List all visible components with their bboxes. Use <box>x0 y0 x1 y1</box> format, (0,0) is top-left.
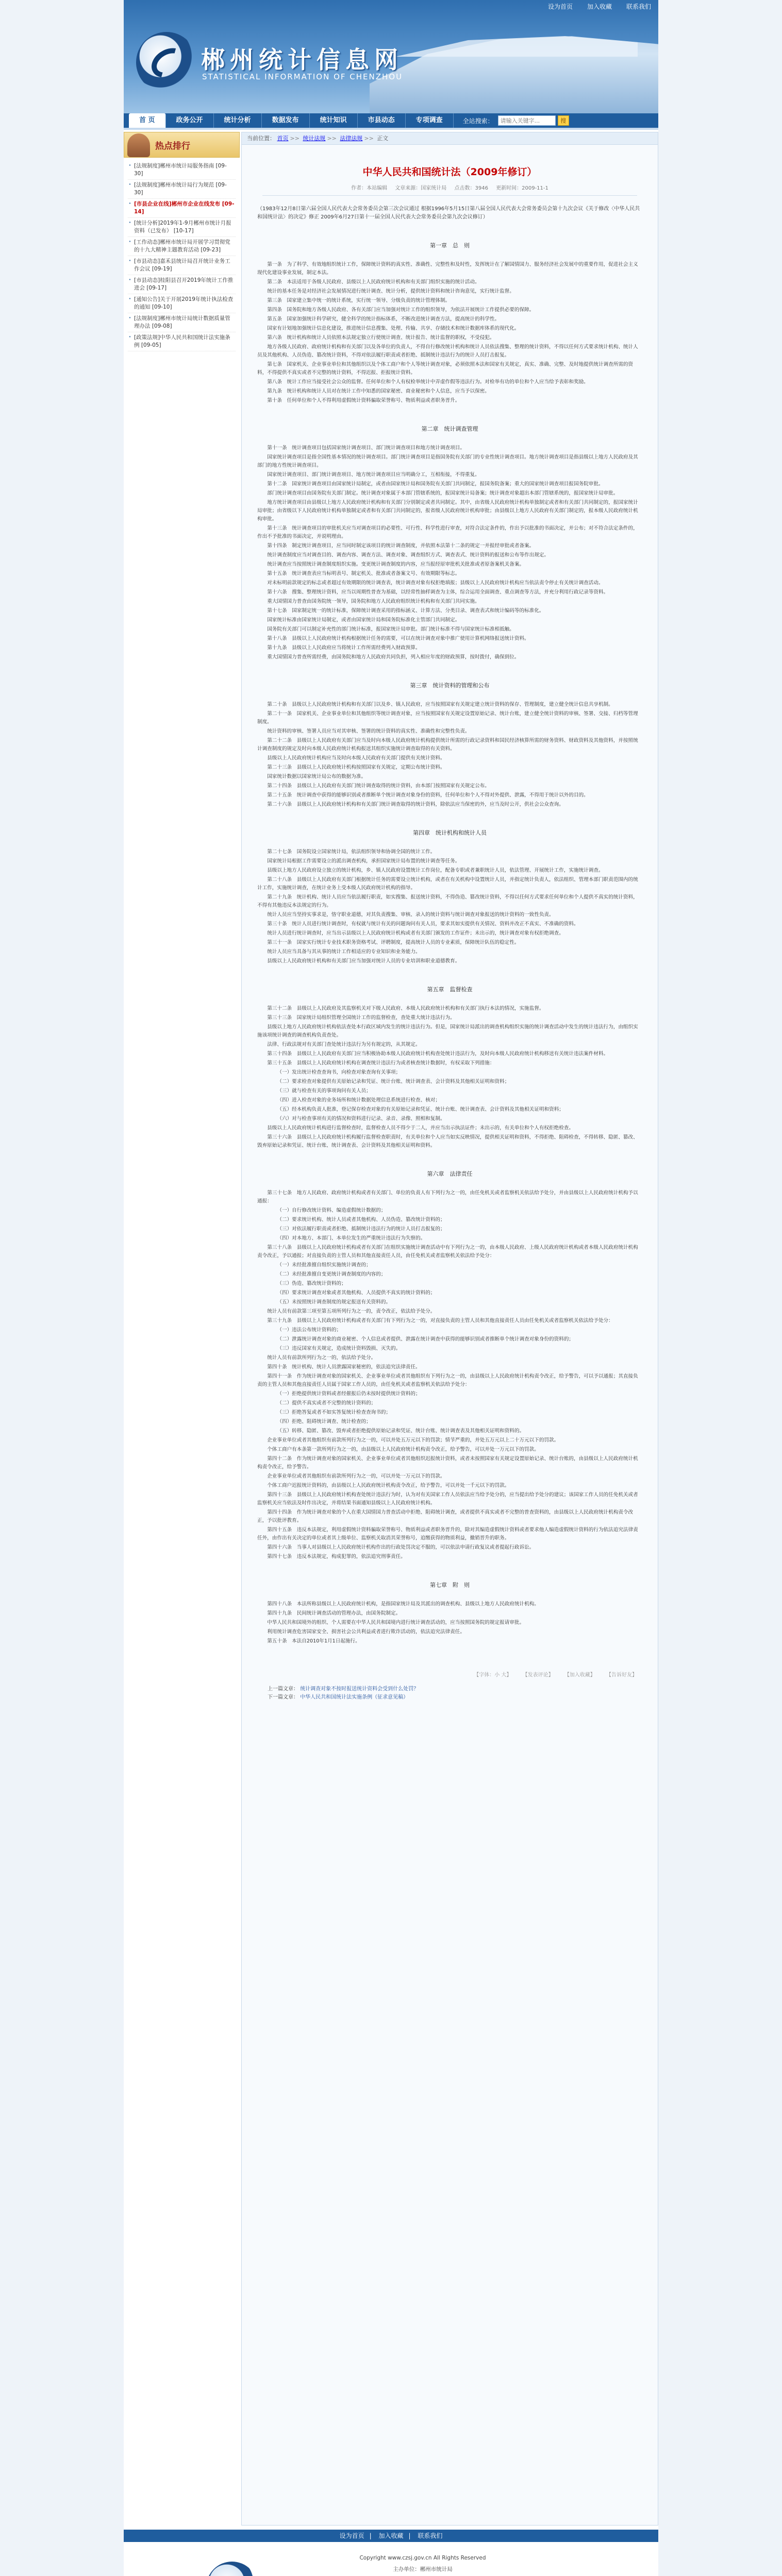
article-paragraph: 统计调查制度应当对调查目的、调查内容、调查方法、调查对象、调查组织方式、调查表式、统计资料的报送和公布等作出规定。 <box>267 552 550 558</box>
article-intro: （1983年12月8日第六届全国人民代表大会常务委员会第三次会议通过 根据1996年5月15日第八届全国人民代表大会常务委员会第十九次会议《关于修改〈中华人民共和国统计法〉的决定》修正 2009年6月27日第十一届全国人民代表大会常务委员会第九次会议修订） <box>257 206 640 220</box>
footer-links: 设为首页 | 加入收藏 | 联系我们 <box>124 2530 658 2542</box>
avatar <box>127 133 150 157</box>
article-paragraph: （一）拒绝提供统计资料或者经催报后仍未按时提供统计资料的； <box>277 1391 421 1397</box>
article-paragraph: 国家统计标准由国家统计局制定，或者由国家统计局和国务院标准化主管部门共同制定。 <box>267 617 460 623</box>
article-paragraph: 统计人员有前款第三项至第五项所列行为之一的，责令改正，依法给予处分。 <box>267 1309 436 1314</box>
site-header <box>124 0 658 113</box>
meta-views: 点击数：3946 <box>454 185 488 191</box>
next-article <box>268 1693 632 1702</box>
chapter-title: 第五章 监督检查 <box>427 986 473 993</box>
article-paragraph: 县级以上人民政府统计机构进行监督检查时，监督检查人员不得少于二人，并应当出示执法证件；未出示的，有关单位和个人有权拒绝检查。 <box>267 1125 574 1131</box>
article-paragraph: 对未标明前款规定的标志或者超过有效期限的统计调查表，统计调查对象有权拒绝填报；县级以上人民政府统计机构应当依法责令停止有关统计调查活动。 <box>267 580 604 586</box>
article-paragraph: 第九条 统计机构和统计人员对在统计工作中知悉的国家秘密、商业秘密和个人信息，应当予以保密。 <box>267 388 490 394</box>
article-paragraph: 第二十四条 县级以上人民政府有关部门统计调查取得的统计资料，由本部门按照国家有关规定公布。 <box>267 783 490 789</box>
font-size-toggle[interactable]: 【字体：小 大】 <box>474 1672 512 1678</box>
article-paragraph: 第二十八条 县级以上人民政府有关部门根据统计任务的需要设立统计机构，或者在有关机构中设置统计人员，并指定统计负责人，依法组织、管理本部门职责范围内的统计工作，实施统计调查，在统计业务上受本级人民政府统计机构的指导。 <box>257 877 638 891</box>
breadcrumb-home[interactable]: 首页 <box>277 135 289 142</box>
article-paragraph: 县级以上人民政府统计机构和有关部门应当加强对统计人员的专业培训和职业道德教育。 <box>267 958 460 964</box>
nav-county-news[interactable]: 市县动态 <box>358 113 406 128</box>
article-paragraph: 国家统计调查项目是指全国性基本情况的统计调查项目。部门统计调查项目是指国务院有关部门的专业性统计调查项目。地方统计调查项目是指县级以上地方人民政府及其部门的地方性统计调查项目。 <box>257 454 638 468</box>
main-nav <box>124 113 658 130</box>
article-paragraph: 国家统计调查项目、部门统计调查项目、地方统计调查项目应当明确分工，互相衔接，不得重复。 <box>267 472 480 478</box>
article-paragraph: 第四十二条 作为统计调查对象的国家机关、企业事业单位或者其他组织迟报统计资料，或者未按照国家有关规定设置原始记录、统计台账的，由县级以上人民政府统计机构责令改正，给予警告。 <box>257 1456 638 1470</box>
article-paragraph: 利用统计调查危害国家安全、损害社会公共利益或者进行欺诈活动的，依法追究法律责任。 <box>267 1629 465 1635</box>
prev-article <box>268 1685 632 1693</box>
copyright: Copyright www.czsj.gov.cn All Rights Reserved <box>359 2555 486 2561</box>
article-paragraph: 第四十六条 当事人对县级以上人民政府统计机构作出的行政处罚决定不服的，可以依法申请行政复议或者提起行政诉讼。 <box>267 1545 535 1550</box>
article-paragraph: 县级以上人民政府统计机构应当及时向本级人民政府有关部门提供有关统计资料。 <box>267 755 445 761</box>
article-paragraph: 第二条 本法适用于各级人民政府、县级以上人民政府统计机构和有关部门组织实施的统计活动。 <box>267 279 480 285</box>
article-paragraph: 第二十二条 县级以上人民政府有关部门应当及时向本级人民政府统计机构提供统计所需的行政记录资料和国民经济核算所需的财务资料、财政资料及其他资料，并按照统计调查制度的规定及时向本级人民政府统计机构报送其组织实施统计调查取得的有关资料。 <box>257 738 638 752</box>
breadcrumb-regulations[interactable]: 法律法规 <box>340 135 363 142</box>
article-paragraph: 企业事业单位或者其他组织有前款所列行为之一的，可以并处一万元以下的罚款。 <box>267 1473 445 1479</box>
building-roof <box>395 36 638 57</box>
site-subtitle: STATISTICAL INFORMATION OF CHENZHOU <box>202 72 403 81</box>
nav-knowledge[interactable]: 统计知识 <box>310 113 358 128</box>
sidebar-title: 热点排行 <box>155 141 190 151</box>
article-paragraph: 第四条 国务院和地方各级人民政府、各有关部门应当加强对统计工作的组织领导，为依法开展统计工作提供必要的保障。 <box>267 307 535 313</box>
article-paragraph: （四）要求统计调查对象或者其他机构、人员提供不真实的统计资料的； <box>277 1290 436 1296</box>
article-paragraph: 第十三条 统计调查项目的审批机关应当对调查项目的必要性、可行性、科学性进行审查，对符合法定条件的，作出予以批准的书面决定，并公布；对不符合法定条件的，作出不予批准的书面决定，并说明理由。 <box>257 526 638 539</box>
article-paragraph: （五）经本机构负责人批准，登记保存检查对象的有关原始记录和凭证、统计台账、统计调查表、会计资料及其他相关证明和资料； <box>277 1107 564 1112</box>
article-paragraph: 第四十九条 民间统计调查活动的管理办法，由国务院制定。 <box>267 1611 401 1616</box>
chapter-title: 第六章 法律责任 <box>427 1171 473 1177</box>
article-paragraph: 第十条 任何单位和个人不得利用虚假统计资料骗取荣誉称号、物质利益或者职务晋升。 <box>267 398 460 403</box>
article-paragraph: 第二十七条 国务院设立国家统计局，依法组织领导和协调全国的统计工作。 <box>267 849 436 855</box>
search-label: 全站搜索： <box>462 117 494 125</box>
article-paragraph: 个体工商户迟报统计资料的，由县级以上人民政府统计机构责令改正，给予警告，可以并处一千元以下的罚款。 <box>267 1483 510 1488</box>
article-paragraph: 第三十六条 县级以上人民政府统计机构履行监督检查职责时，有关单位和个人应当如实反映情况，提供相关证明和资料，不得拒绝、阻碍检查，不得转移、隐匿、篡改、毁弃原始记录和凭证、统计台账、统计调查表、会计资料及其他相关证明和资料。 <box>257 1134 638 1148</box>
search-button[interactable]: 搜 <box>558 115 569 126</box>
hot-list-item[interactable]: · [市县动态]桂阳县召开2019年统计工作推进会 [09-17] <box>128 275 236 294</box>
hot-list-item[interactable]: · [法规制度]郴州市统计局行为规范 [09-30] <box>128 180 236 199</box>
site-title: 郴州统计信息网 <box>201 46 403 74</box>
article-paragraph: 统计人员应当具备与其从事的统计工作相适应的专业知识和业务能力。 <box>267 949 421 955</box>
chapter-title: 第七章 附 则 <box>430 1582 470 1588</box>
article-paragraph: （三）伪造、篡改统计资料的； <box>277 1281 346 1286</box>
article-paragraph: （一）违法公布统计资料的； <box>277 1327 342 1333</box>
next-label: 下一篇文章： <box>268 1694 298 1700</box>
article-paragraph: 第三十五条 县级以上人民政府统计机构在调查统计违法行为或者核查统计数据时，有权采取下列措施： <box>267 1060 495 1066</box>
article-paragraph: 重大国情国力普查由国务院统一领导，国务院和地方人民政府组织统计机构和有关部门共同实施。 <box>267 599 480 604</box>
article-paragraph: 第十八条 县级以上人民政府统计机构根据统计任务的需要，可以在统计调查对象中推广使用计算机网络报送统计资料。 <box>267 636 529 641</box>
contact-link[interactable]: 联系我们 <box>626 3 651 10</box>
host-org: 主办单位：郴州市统计局 <box>393 2566 453 2572</box>
hot-list-item[interactable]: · [法规制度]郴州市统计局服务指南 [09-30] <box>128 161 236 180</box>
article-paragraph: 第一条 为了科学、有效地组织统计工作，保障统计资料的真实性、准确性、完整性和及时性，发挥统计在了解国情国力、服务经济社会发展中的重要作用，促进社会主义现代化建设事业发展，制定本法。 <box>257 262 638 276</box>
article-paragraph: （二）要求检查对象提供有关原始记录和凭证、统计台账、统计调查表、会计资料及其他相关证明和资料； <box>277 1079 510 1084</box>
article-paragraph: 第七条 国家机关、企业事业单位和其他组织以及个体工商户和个人等统计调查对象，必须依照本法和国家有关规定，真实、准确、完整、及时地提供统计调查所需的资料，不得提供不真实或者不完整的统计资料，不得迟报、拒报统计资料。 <box>257 362 634 376</box>
article-paragraph: 第三十三条 国家统计局组织管理全国统计工作的监督检查，查处重大统计违法行为。 <box>267 1015 455 1021</box>
article-paragraph: 第四十三条 县级以上人民政府统计机构查处统计违法行为时，认为对有关国家工作人员依法应当给予处分的，应当提出给予处分的建议；该国家工作人员的任免机关或者监察机关应当依法及时作出决定，并将结果书面通知县级以上人民政府统计机构。 <box>257 1492 638 1506</box>
article-paragraph: 第五条 国家加强统计科学研究，健全科学的统计指标体系，不断改进统计调查方法，提高统计的科学性。 <box>267 316 500 322</box>
site-footer <box>124 2530 658 2576</box>
article-paragraph: 统计人员应当坚持实事求是，恪守职业道德，对其负责搜集、审核、录入的统计资料与统计调查对象报送的统计资料的一致性负责。 <box>267 912 554 918</box>
article-paragraph: （四）进入检查对象的业务场所和统计数据处理信息系统进行检查、核对； <box>277 1097 440 1103</box>
chapter-title: 第三章 统计资料的管理和公布 <box>410 682 490 689</box>
footer-home-link[interactable]: 设为首页 <box>339 2532 364 2539</box>
next-article-link[interactable]: 中华人民共和国统计法实施条例（征求意见稿） <box>300 1694 409 1700</box>
comment-link[interactable]: 【发表评论】 <box>522 1672 554 1678</box>
article-paragraph: 重大国情国力普查所需经费，由国务院和地方人民政府共同负担，列入相应年度的财政预算，按时拨付，确保到位。 <box>267 654 520 660</box>
chapter-title: 第一章 总 则 <box>430 242 470 249</box>
article-paragraph: 国家统计局根据工作需要设立的派出调查机构，承担国家统计局布置的统计调查等任务。 <box>267 858 460 864</box>
article-paragraph: 第四十四条 作为统计调查对象的个人在重大国情国力普查活动中拒绝、阻碍统计调查，或者提供不真实或者不完整的普查资料的，由县级以上人民政府统计机构责令改正，予以批评教育。 <box>257 1510 634 1523</box>
article-paragraph: 第二十三条 县级以上人民政府统计机构按照国家有关规定，定期公布统计资料。 <box>267 765 445 770</box>
nav-home[interactable]: 首 页 <box>129 113 166 128</box>
article-paragraph: 个体工商户有本条第一款所列行为之一的，由县级以上人民政府统计机构责令改正，给予警告，可以并处一万元以下的罚款。 <box>267 1447 539 1452</box>
hot-list-item[interactable]: · [工作动态]郴州市统计局开展学习贯彻党的十九大精神主题教育活动 [09-23] <box>128 237 236 256</box>
main-content <box>241 132 658 2526</box>
nav-analysis[interactable]: 统计分析 <box>214 113 262 128</box>
article-paragraph: 地方统计调查项目由县级以上地方人民政府统计机构和有关部门分别制定或者共同制定。其中，由省级人民政府统计机构单独制定或者和有关部门共同制定的，报国家统计局审批；由省级以下人民政府统计机构单独制定或者和有关部门共同制定的，报省级人民政府统计机构审批；由县级以上地方人民政府有关部门制定的，报本级人民政府统计机构审批。 <box>257 500 638 522</box>
article-paragraph: 第三十八条 县级以上人民政府统计机构或者有关部门在组织实施统计调查活动中有下列行为之一的，由本级人民政府、上级人民政府统计机构或者本级人民政府统计机构责令改正，予以通报；对直接负责的主管人员和其他直接责任人员，由任免机关或者监察机关依法给予处分： <box>257 1245 638 1259</box>
building-banner <box>370 14 658 113</box>
article-paragraph: （四）对本地方、本部门、本单位发生的严重统计违法行为失察的。 <box>277 1235 426 1241</box>
article-paragraph: （二）提供不真实或者不完整的统计资料的； <box>277 1400 376 1406</box>
article-paragraph: 第四十条 统计机构、统计人员泄露国家秘密的，依法追究法律责任。 <box>267 1364 421 1370</box>
meta-author: 作者：本站编辑 <box>351 185 388 191</box>
article-paragraph: （五）未按照统计调查制度的规定报送有关资料的。 <box>277 1299 391 1305</box>
meta-updated: 更新时间：2009-11-1 <box>496 185 548 191</box>
chapters <box>257 241 642 1646</box>
sidebar-header <box>124 132 240 158</box>
article-paragraph: （三）拒绝答复或者不如实答复统计检查查询书的； <box>277 1410 391 1415</box>
hot-list-item[interactable]: · [市县企业在线]郴州市企业在线发布 [09-14] <box>128 199 236 218</box>
breadcrumb-laws[interactable]: 统计法规 <box>303 135 326 142</box>
article-body <box>242 196 658 1702</box>
article-paragraph: （四）拒绝、阻碍统计调查、统计检查的； <box>277 1419 371 1425</box>
article-paragraph: （二）要求统计机构、统计人员或者其他机构、人员伪造、篡改统计资料的； <box>277 1217 445 1223</box>
sidebar <box>124 132 240 354</box>
article-meta <box>242 183 658 191</box>
article-paragraph: 统计的基本任务是对经济社会发展情况进行统计调查、统计分析，提供统计资料和统计咨询意见，实行统计监督。 <box>267 289 514 294</box>
article-paragraph: 第十四条 制定统计调查项目，应当同时制定该项目的统计调查制度，并依照本法第十二条的规定一并报经审批或者备案。 <box>267 543 535 549</box>
nav-special-survey[interactable]: 专项调查 <box>406 113 454 128</box>
prev-next-nav <box>268 1685 632 1702</box>
article-paragraph: 第三十条 统计人员进行统计调查时，有权就与统计有关的问题询问有关人员，要求其如实提供有关情况、资料并改正不真实、不准确的资料。 <box>267 921 579 927</box>
chapter-title: 第二章 统计调查管理 <box>421 426 478 432</box>
nav-gov-affairs[interactable]: 政务公开 <box>166 113 214 128</box>
article-paragraph: 统计人员进行统计调查时，应当出示县级以上人民政府统计机构或者有关部门颁发的工作证件；未出示的，统计调查对象有权拒绝调查。 <box>267 930 564 936</box>
article-paragraph: 第五十条 本法自2010年1月1日起施行。 <box>267 1638 360 1644</box>
breadcrumb-prefix: 当前位置： <box>247 135 275 142</box>
hot-list-item[interactable]: · [统计分析]2019年1-9月郴州市统计月报资料（已发布） [10-17] <box>128 218 236 237</box>
chapter-title: 第四章 统计机构和统计人员 <box>413 829 487 836</box>
article-paragraph: 法律、行政法规对有关部门查处统计违法行为另有规定的，从其规定。 <box>267 1042 421 1047</box>
article-paragraph: （三）对依法履行职责或者拒绝、抵制统计违法行为的统计人员打击报复的； <box>277 1226 445 1232</box>
footer-logo <box>206 2562 258 2576</box>
article-paragraph: 第十二条 国家统计调查项目由国家统计局制定，或者由国家统计局和国务院有关部门共同制定，报国务院备案；重大的国家统计调查项目报国务院审批。 <box>267 481 604 487</box>
article-paragraph: （二）泄露统计调查对象的商业秘密、个人信息或者提供、泄露在统计调查中获得的能够识别或者推断单个统计调查对象身份的资料的； <box>277 1336 574 1342</box>
prev-article-link[interactable]: 统计调查对象不按时报送统计资料会受到什么处罚？ <box>300 1686 419 1692</box>
article-paragraph: 第四十八条 本法所称县级以上人民政府统计机构，是指国家统计局及其派出的调查机构、县级以上地方人民政府统计机构。 <box>267 1601 539 1607</box>
article-paragraph: 第四十五条 违反本法规定，利用虚假统计资料骗取荣誉称号、物质利益或者职务晋升的，除对其编造虚假统计资料或者要求他人编造虚假统计资料的行为依法追究法律责任外，由作出有关决定的单位或者其上级单位、监察机关取消其荣誉称号，追缴获得的物质利益，撤销晋升的职务。 <box>257 1527 638 1541</box>
article-paragraph: 第十九条 县级以上人民政府应当将统计工作所需经费列入财政预算。 <box>267 645 421 651</box>
hot-list <box>124 158 240 354</box>
article-paragraph: （一）发出统计检查查询书，向检查对象查询有关事项； <box>277 1070 401 1075</box>
article-paragraph: 第四十一条 作为统计调查对象的国家机关、企业事业单位或者其他组织有下列行为之一的，由县级以上人民政府统计机构责令改正，给予警告，可以予以通报；其直接负责的主管人员和其他直接责任人员属于国家工作人员的，由任免机关或者监察机关依法给予处分： <box>257 1374 638 1387</box>
article-paragraph: 部门统计调查项目由国务院有关部门制定。统计调查对象属于本部门管辖系统的，报国家统计局备案；统计调查对象超出本部门管辖系统的，报国家统计局审批。 <box>267 490 619 496</box>
breadcrumb-current: 正文 <box>377 135 389 142</box>
article-paragraph: 第二十六条 县级以上人民政府统计机构和有关部门统计调查取得的统计资料，除依法应当保密的外，应当及时公开，供社会公众查询。 <box>267 802 564 807</box>
article-paragraph: 第三十四条 县级以上人民政府有关部门应当积极协助本级人民政府统计机构查处统计违法行为，及时向本级人民政府统计机构移送有关统计违法案件材料。 <box>267 1051 609 1057</box>
article-paragraph: 县级以上地方人民政府设立独立的统计机构，乡、镇人民政府设置统计工作岗位，配备专职或者兼职统计人员，依法管理、开展统计工作，实施统计调查。 <box>267 868 604 873</box>
article-paragraph: （一）自行修改统计资料、编造虚假统计数据的； <box>277 1208 386 1213</box>
article-paragraph: （五）转移、隐匿、篡改、毁弃或者拒绝提供原始记录和凭证、统计台账、统计调查表及其他相关证明和资料的。 <box>277 1428 525 1434</box>
article-paragraph: （三）就与检查有关的事项询问有关人员； <box>277 1088 371 1094</box>
article-paragraph: 第三十九条 县级以上人民政府统计机构或者有关部门有下列行为之一的，对直接负责的主管人员和其他直接责任人员由任免机关或者监察机关依法给予处分： <box>267 1318 613 1324</box>
page <box>124 0 658 2576</box>
article-actions <box>257 1670 637 1678</box>
footer-favorite-link[interactable]: 加入收藏 <box>378 2532 404 2539</box>
article-paragraph: 第四十七条 违反本法规定，构成犯罪的，依法追究刑事责任。 <box>267 1554 406 1560</box>
article-paragraph: 第三条 国家建立集中统一的统计系统，实行统一领导、分级负责的统计管理体制。 <box>267 298 451 303</box>
article-paragraph: （一）未经批准擅自组织实施统计调查的； <box>277 1262 371 1268</box>
hot-list-item[interactable]: · [通知公告]关于开展2019年统计执法检查的通知 [09-10] <box>128 294 236 313</box>
article-paragraph: 国家统计数据以国家统计局公布的数据为准。 <box>267 774 367 779</box>
article-paragraph: 县级以上地方人民政府统计机构依法查处本行政区域内发生的统计违法行为。但是，国家统计局派出的调查机构组织实施的统计调查活动中发生的统计违法行为，由组织实施该项统计调查的调查机构负责查处。 <box>257 1024 638 1038</box>
favorite-link[interactable]: 【加入收藏】 <box>564 1672 595 1678</box>
nav-data-release[interactable]: 数据发布 <box>262 113 310 128</box>
article-paragraph: 统计调查应当按照统计调查制度组织实施。变更统计调查制度的内容，应当报经原审批机关批准或者原备案机关备案。 <box>267 562 525 567</box>
article-paragraph: （二）未经批准擅自变更统计调查制度的内容的； <box>277 1272 386 1277</box>
article-paragraph: 第二十五条 统计调查中获得的能够识别或者推断单个统计调查对象身份的资料，任何单位和个人不得对外提供、泄露，不得用于统计以外的目的。 <box>267 792 589 798</box>
set-homepage-link[interactable]: 设为首页 <box>547 3 573 10</box>
article-paragraph: 第十一条 统计调查项目包括国家统计调查项目、部门统计调查项目和地方统计调查项目。 <box>267 445 465 451</box>
article-paragraph: 第三十一条 国家实行统计专业技术职务资格考试、评聘制度，提高统计人员的专业素质，保障统计队伍的稳定性。 <box>267 940 520 945</box>
add-favorite-link[interactable]: 加入收藏 <box>587 3 612 10</box>
article-paragraph: 国务院有关部门可以制定补充性的部门统计标准，报国家统计局审批。部门统计标准不得与国家统计标准相抵触。 <box>267 626 514 632</box>
article-paragraph: 统计人员有前款所列行为之一的，依法给予处分。 <box>267 1355 376 1361</box>
hot-list-item[interactable]: · [政策法规]中华人民共和国统计法实施条例 [09-05] <box>128 332 236 351</box>
article-paragraph: 第三十二条 县级以上人民政府及其监察机关对下级人民政府、本级人民政府统计机构和有关部门执行本法的情况，实施监督。 <box>267 1006 544 1011</box>
article-paragraph: （六）对与检查事项有关的情况和资料进行记录、录音、录像、照相和复制。 <box>277 1116 445 1122</box>
hot-list-item[interactable]: · [法规制度]郴州市统计局统计数据质量管理办法 [09-08] <box>128 313 236 332</box>
prev-label: 上一篇文章： <box>268 1686 298 1692</box>
footer-contact-link[interactable]: 联系我们 <box>418 2532 443 2539</box>
article-paragraph: 第十七条 国家制定统一的统计标准，保障统计调查采用的指标涵义、计算方法、分类目录、调查表式和统计编码等的标准化。 <box>267 608 544 614</box>
hot-list-item[interactable]: · [市县动态]嘉禾县统计局召开统计业务工作会议 [09-19] <box>128 256 236 275</box>
article-paragraph: 企业事业单位或者其他组织有前款所列行为之一的，可以并处五万元以下的罚款；情节严重的，并处五万元以上二十万元以下的罚款。 <box>267 1437 559 1443</box>
article-paragraph: 地方各级人民政府、政府统计机构和有关部门以及各单位的负责人，不得自行修改统计机构和统计人员依法搜集、整理的统计资料，不得以任何方式要求统计机构、统计人员及其他机构、人员伪造、篡改统计资料，不得对依法履行职责或者拒绝、抵制统计违法行为的统计人员打击报复。 <box>257 344 638 358</box>
article-paragraph: 第二十九条 统计机构、统计人员应当依法履行职责，如实搜集、报送统计资料，不得伪造、篡改统计资料，不得以任何方式要求任何单位和个人提供不真实的统计资料，不得有其他违反本法规定的行为。 <box>257 894 638 908</box>
article-title: 中华人民共和国统计法（2009年修订） <box>362 166 537 178</box>
article-paragraph: 第十五条 统计调查表应当标明表号、制定机关、批准或者备案文号、有效期限等标志。 <box>267 571 460 577</box>
article-paragraph: 第三十七条 地方人民政府、政府统计机构或者有关部门、单位的负责人有下列行为之一的，由任免机关或者监察机关依法给予处分，并由县级以上人民政府统计机构予以通报： <box>257 1190 638 1204</box>
article-paragraph: 第二十条 县级以上人民政府统计机构和有关部门以及乡、镇人民政府，应当按照国家有关规定建立统计资料的保存、管理制度，建立健全统计信息共享机制。 <box>267 702 613 707</box>
article-paragraph: 第十六条 搜集、整理统计资料，应当以周期性普查为基础，以经常性抽样调查为主体，综合运用全面调查、重点调查等方法，并充分利用行政记录等资料。 <box>267 589 609 595</box>
top-links <box>541 0 658 11</box>
article-paragraph: （三）违反国家有关规定，造成统计资料毁损、灭失的。 <box>277 1346 401 1351</box>
article-paragraph: 国家有计划地加强统计信息化建设，推进统计信息搜集、处理、传输、共享、存储技术和统计数据库体系的现代化。 <box>267 326 520 331</box>
share-link[interactable]: 【告诉好友】 <box>606 1672 637 1678</box>
article-paragraph: 第六条 统计机构和统计人员依照本法规定独立行使统计调查、统计报告、统计监督的职权，不受侵犯。 <box>267 335 495 341</box>
article-paragraph: 第八条 统计工作应当接受社会公众的监督。任何单位和个人有权检举统计中弄虚作假等违法行为。对检举有功的单位和个人应当给予表彰和奖励。 <box>267 379 589 385</box>
article-paragraph: 统计资料的审核、签署人员应当对其审核、签署的统计资料的真实性、准确性和完整性负责。 <box>267 728 470 734</box>
meta-source: 文章来源：国家统计局 <box>395 185 447 191</box>
search-input[interactable] <box>498 115 556 126</box>
article-paragraph: 第二十一条 国家机关、企业事业单位和其他组织等统计调查对象，应当按照国家有关规定设置原始记录、统计台账，建立健全统计资料的审核、签署、交接、归档等管理制度。 <box>257 711 638 725</box>
breadcrumb: 当前位置： 首页 >> 统计法规 >> 法律法规 >> 正文 <box>242 132 658 145</box>
footer-info <box>289 2552 557 2576</box>
article-paragraph: 中华人民共和国境外的组织、个人需要在中华人民共和国境内进行统计调查活动的，应当按照国务院的规定报请审批。 <box>267 1620 525 1625</box>
